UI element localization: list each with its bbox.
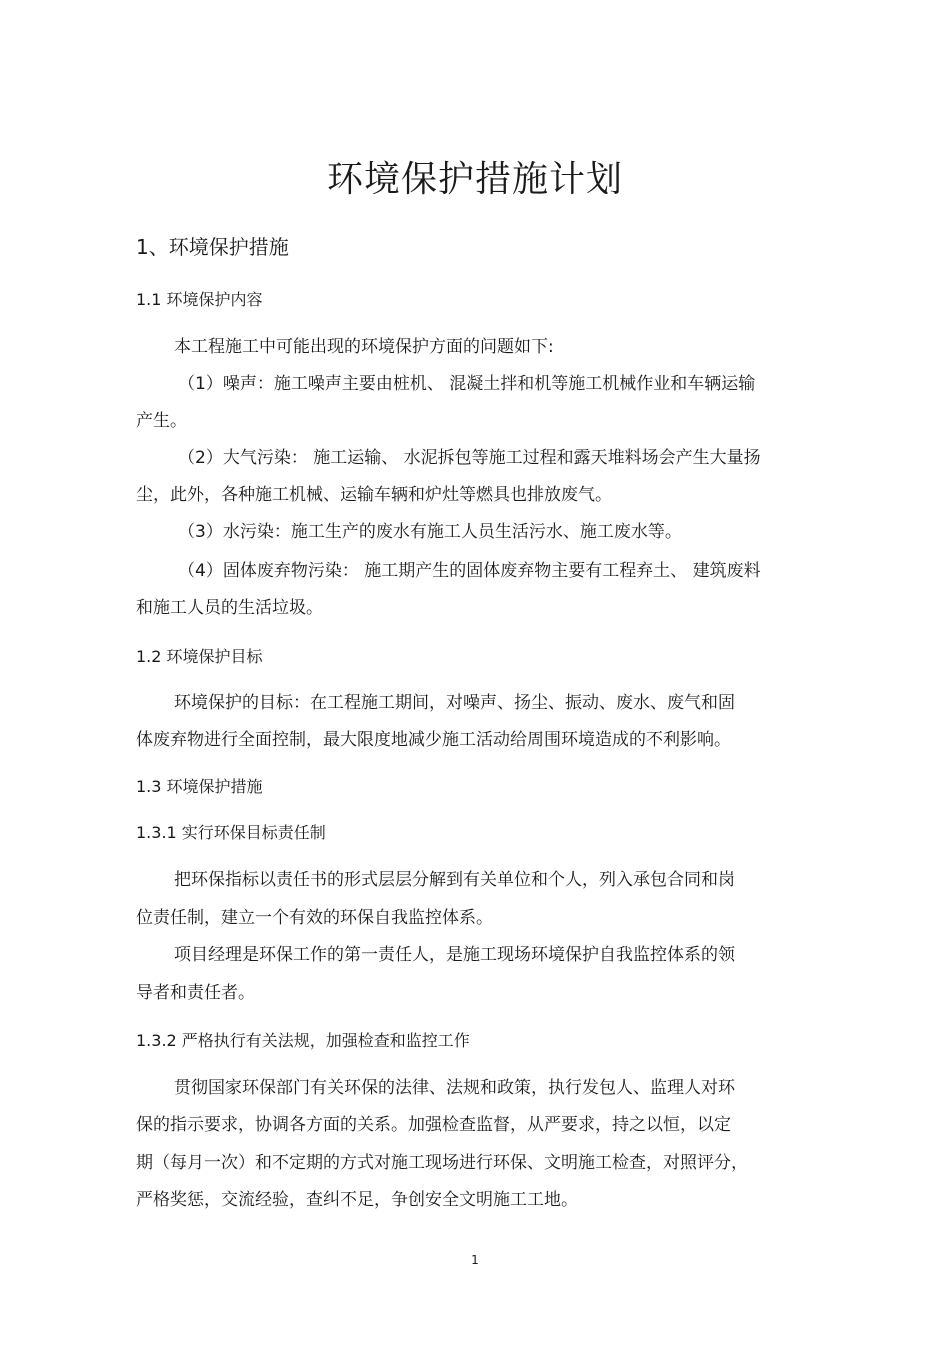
list-item-noise-cont: 产生。 — [136, 411, 187, 431]
heading-1-2: 1.2 环境保护目标 — [136, 647, 263, 666]
heading-1-3: 1.3 环境保护措施 — [136, 777, 263, 796]
heading-1-3-2: 1.3.2 严格执行有关法规，加强检查和监控工作 — [136, 1031, 470, 1050]
paragraph-regulations-cont-3: 严格奖惩，交流经验，查纠不足，争创安全文明施工工地。 — [136, 1190, 578, 1210]
heading-1-3-1: 1.3.1 实行环保目标责任制 — [136, 823, 326, 842]
paragraph-responsibility: 把环保指标以责任书的形式层层分解到有关单位和个人，列入承包合同和岗 — [174, 870, 735, 890]
list-item-noise: （1）噪声：施工噪声主要由桩机、 混凝土拌和机等施工机械作业和车辆运输 — [178, 374, 756, 394]
paragraph-goal: 环境保护的目标：在工程施工期间，对噪声、扬尘、振动、废水、废气和固 — [174, 693, 735, 713]
list-item-solid-waste-cont: 和施工人员的生活垃圾。 — [136, 598, 323, 618]
paragraph-intro: 本工程施工中可能出现的环境保护方面的问题如下: — [174, 337, 554, 357]
paragraph-regulations-cont-2: 期（每月一次）和不定期的方式对施工现场进行环保、文明施工检查，对照评分， — [136, 1153, 748, 1173]
page-number: 1 — [471, 1253, 479, 1267]
list-item-air-cont: 尘，此外，各种施工机械、运输车辆和炉灶等燃具也排放废气。 — [136, 485, 612, 505]
paragraph-manager-cont: 导者和责任者。 — [136, 983, 255, 1003]
section-heading-1: 1、环境保护措施 — [136, 235, 289, 259]
paragraph-goal-cont: 体废弃物进行全面控制，最大限度地减少施工活动给周围环境造成的不利影响。 — [136, 730, 731, 750]
list-item-air: （2）大气污染： 施工运输、 水泥拆包等施工过程和露天堆料场会产生大量扬 — [178, 448, 761, 468]
paragraph-responsibility-cont: 位责任制，建立一个有效的环保自我监控体系。 — [136, 908, 493, 928]
paragraph-regulations-cont-1: 保的指示要求，协调各方面的关系。加强检查监督，从严要求，持之以恒，以定 — [136, 1115, 731, 1135]
paragraph-manager: 项目经理是环保工作的第一责任人，是施工现场环境保护自我监控体系的领 — [174, 945, 735, 965]
paragraph-regulations: 贯彻国家环保部门有关环保的法律、法规和政策，执行发包人、监理人对环 — [174, 1078, 735, 1098]
list-item-water: （3）水污染：施工生产的废水有施工人员生活污水、施工废水等。 — [178, 522, 682, 542]
heading-1-1: 1.1 环境保护内容 — [136, 290, 263, 309]
list-item-solid-waste: （4）固体废弃物污染： 施工期产生的固体废弃物主要有工程弃土、 建筑废料 — [178, 561, 761, 581]
document-title: 环境保护措施计划 — [326, 159, 623, 200]
